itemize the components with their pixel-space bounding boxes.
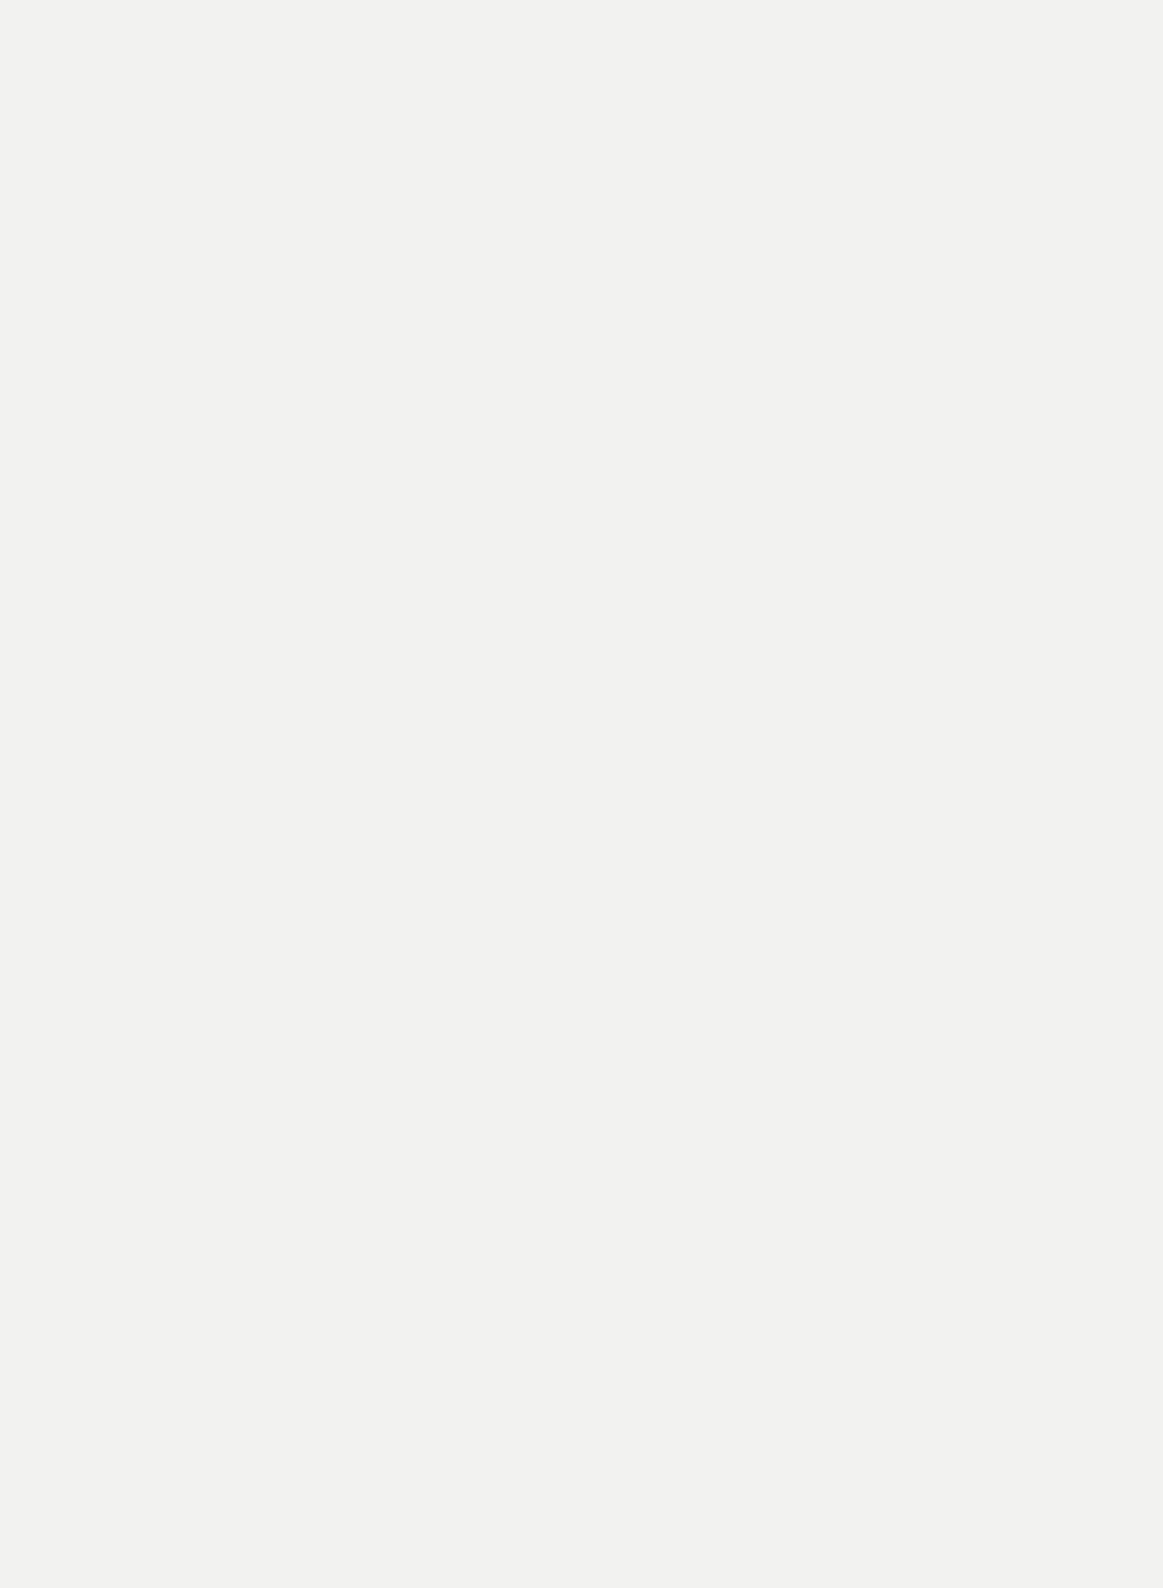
running-head [103, 108, 1090, 152]
